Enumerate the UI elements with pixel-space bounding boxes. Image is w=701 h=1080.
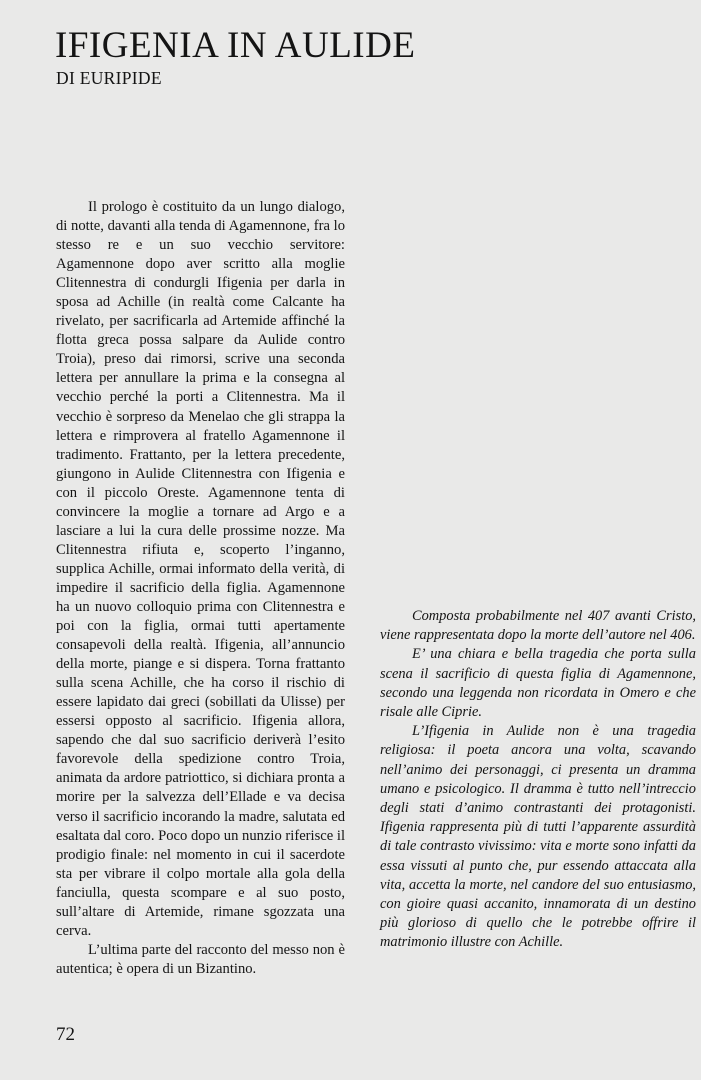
synopsis-paragraph: L’ultima parte del racconto del messo non è autentica; è opera di un Bizantino.: [56, 941, 345, 977]
commentary-paragraph: Composta probabilmente nel 407 avanti Cristo, viene rappresentata dopo la morte dell’autore nel 406.: [380, 608, 696, 644]
page-title: IFIGENIA IN AULIDE: [55, 25, 416, 66]
commentary-paragraph: E’ una chiara e bella tragedia che porta sulla scena il sacrificio di questa figlia di Agamennone, secondo una leggenda non ricordata in Omero e che risale alle Ciprie.: [380, 646, 696, 721]
synopsis-paragraph: Il prologo è costituito da un lungo dialogo, di notte, davanti alla tenda di Agamennone, fra lo stesso re e un suo vecchio servitore: Agamennone dopo aver scritto alla moglie Clitennestra di condurgli Ifigenia per darla in sposa ad Achille (in realtà come Calcante ha rivelato, per sacrificarla ad Artemide affinché la flotta greca possa salpare da Aulide contro Troia), preso dai rimorsi, scrive una seconda lettera per annullare la prima e la consegna al vecchio perché la porti a Clitennestra. Ma il vecchio è sorpreso da Menelao che gli strappa la lettera e rimprovera al fratello Agamennone il tradimento. Frattanto, per la lettera precedente, giungono in Aulide Clitennestra con Ifigenia e con il piccolo Oreste. Agamennone tenta di convincere la moglie a tornare ad Argo e a lasciare a lui la cura delle prossime nozze. Ma Clitennestra rifiuta e, scoperto l’inganno, supplica Achille, ormai informato della verità, di impedire il sacrificio della figlia. Agamennone ha un nuovo colloquio prima con Clitennestra e poi con la figlia, ormai tutti apertamente consapevoli della realtà. Ifigenia, all’annuncio della morte, piange e si dispera. Torna frattanto sulla scena Achille, che ha corso il rischio di essere lapidato dai greci (sobillati da Ulisse) per essersi opposto al sacrificio. Ifigenia allora, sapendo che dal suo sacrificio deriverà l’esito favorevole della spedizione contro Troia, animata da ardore patriottico, si dichiara pronta a morire per la salvezza dell’Ellade e va decisa verso il sacrificio incorando la madre, salutata ed esaltata dal coro. Poco dopo un nunzio riferisce il prodigio finale: nel momento in cui il sacerdote sta per vibrare il colpo mortale alla gola della fanciulla, questa scompare e al suo posto, sull’altare di Artemide, rimane sgozzata una cerva.: [56, 199, 345, 939]
commentary-paragraph: L’Ifigenia in Aulide non è una tragedia religiosa: il poeta ancora una volta, scavando nell’animo dei personaggi, ci presenta un dramma umano e psicologico. Il dramma è tutto nell’intreccio degli stati d’animo contrastanti dei protagonisti. Ifigenia rappresenta più di tutti l’apparente assurdità di tale contrasto vivissimo: vita e morte sono infatti da essa vissuti al punto che, pur essendo attaccata alla vita, accetta la morte, nel candore del suo entusiasmo, con gioire quasi accanito, innamorata di un destino più glorioso di quello che le potrebbe offrire il matrimonio illustre con Achille.: [380, 723, 696, 951]
page-number: 72: [56, 1024, 75, 1045]
synopsis-column: [56, 198, 345, 979]
commentary-column: [380, 607, 696, 953]
page-subtitle: DI EURIPIDE: [56, 68, 162, 88]
